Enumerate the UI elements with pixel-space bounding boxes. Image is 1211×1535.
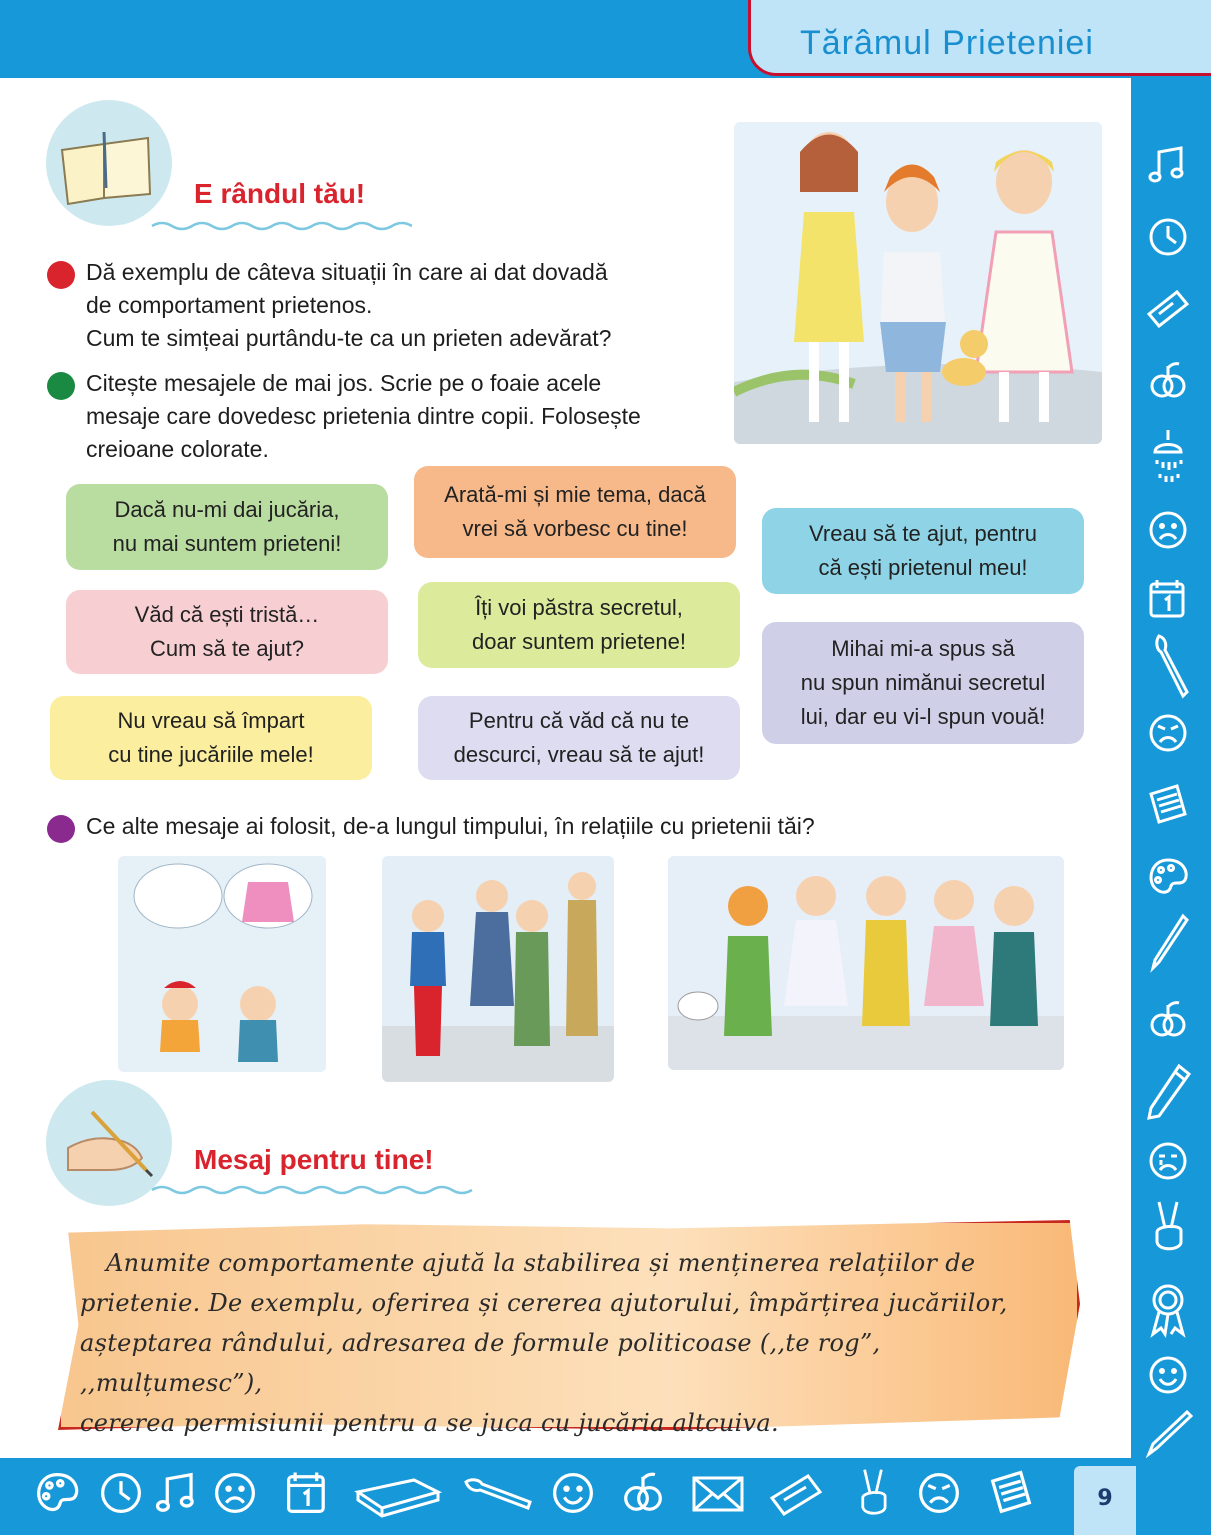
message-bubble: Văd că ești tristă… Cum să te ajut?	[66, 590, 388, 674]
medal-icon	[1143, 1278, 1193, 1338]
crying-face-icon	[1143, 1136, 1193, 1186]
message-bubble: Vreau să te ajut, pentru că ești prietenul meu!	[762, 508, 1084, 594]
page-title: Tărâmul Prieteniei	[800, 24, 1094, 62]
children-thinking-illustration	[118, 856, 326, 1072]
message-bubble: Îți voi păstra secretul, doar suntem prietene!	[418, 582, 740, 668]
palette-icon	[30, 1466, 84, 1520]
apple-icon	[616, 1466, 670, 1520]
section-title: Mesaj pentru tine!	[194, 1144, 434, 1175]
writing-hand-icon	[62, 1104, 162, 1180]
purple-bullet	[47, 815, 75, 843]
children-group-illustration	[668, 856, 1064, 1070]
task-2-text: Citește mesajele de mai jos. Scrie pe o foaie acele mesaje care dovedesc prietenia dintre copii. Folosește creioane colorate.	[86, 370, 641, 462]
task-3-text: Ce alte mesaje ai folosit, de-a lungul timpului, în relațiile cu prietenii tăi?	[86, 813, 815, 839]
music-note-icon	[1143, 140, 1193, 190]
book-icon	[352, 1466, 444, 1520]
toothbrush-icon	[462, 1466, 534, 1520]
page-number: 9	[1097, 1486, 1113, 1511]
red-bullet	[47, 261, 75, 289]
message-bubble: Nu vreau să împart cu tine jucăriile mele!	[50, 696, 372, 780]
peace-hand-icon	[1143, 1198, 1193, 1256]
sad-face-icon	[208, 1466, 262, 1520]
pencil-icon	[1143, 1062, 1193, 1122]
notepad-icon	[984, 1466, 1038, 1520]
message-text: Anumite comportamente ajută la stabilirea și menținerea relațiilor de prietenie. De exemplu, oferirea și cererea ajutorului, împărțirea jucăriilor, așteptarea rândului, adresarea de formule politicoase (,,te rog”, ,,mulțumesc”), cererea permisiunii pentru a se juca cu jucăria altcuiva.	[80, 1249, 1008, 1437]
shower-icon	[1143, 428, 1193, 492]
smiley-icon	[1143, 1350, 1193, 1400]
message-bubble: Dacă nu-mi dai jucăria, nu mai suntem prieteni!	[66, 484, 388, 570]
message-bubble: Arată-mi și mie tema, dacă vrei să vorbesc cu tine!	[414, 466, 736, 558]
notepad-icon	[1143, 780, 1193, 830]
paintbrush-icon	[1143, 1410, 1193, 1458]
calendar-icon	[280, 1466, 334, 1520]
message-bubble: Pentru că văd că nu te descurci, vreau să te ajut!	[418, 696, 740, 780]
ticket-icon	[1143, 284, 1193, 334]
task-1-text: Dă exemplu de câteva situații în care ai dat dovadă de comportament prietenos. Cum te simțeai purtându-te ca un prieten adevărat?	[86, 259, 612, 351]
children-eating-illustration	[382, 856, 614, 1082]
section-title: E rândul tău!	[194, 178, 366, 209]
ticket-icon	[766, 1466, 826, 1520]
angry-face-icon	[1143, 708, 1193, 758]
brush-icon	[1143, 912, 1193, 974]
envelope-icon	[688, 1466, 748, 1520]
smiley-icon	[546, 1466, 600, 1520]
wave-divider	[150, 1182, 480, 1198]
music-note-icon	[150, 1466, 204, 1520]
clock-icon	[94, 1466, 148, 1520]
wave-divider	[150, 218, 412, 234]
clock-icon	[1143, 212, 1193, 262]
apple-icon	[1143, 995, 1193, 1045]
green-bullet	[47, 372, 75, 400]
message-bubble: Mihai mi-a spus să nu spun nimănui secretul lui, dar eu vi-l spun vouă!	[762, 622, 1084, 744]
open-book-icon	[58, 128, 154, 208]
calendar-icon	[1143, 574, 1193, 624]
sad-face-icon	[1143, 505, 1193, 555]
angry-face-icon	[912, 1466, 966, 1520]
apple-icon	[1143, 356, 1193, 406]
friends-illustration	[734, 122, 1102, 444]
peace-hand-icon	[846, 1466, 900, 1520]
palette-icon	[1143, 852, 1193, 902]
toothbrush-icon	[1143, 632, 1193, 702]
